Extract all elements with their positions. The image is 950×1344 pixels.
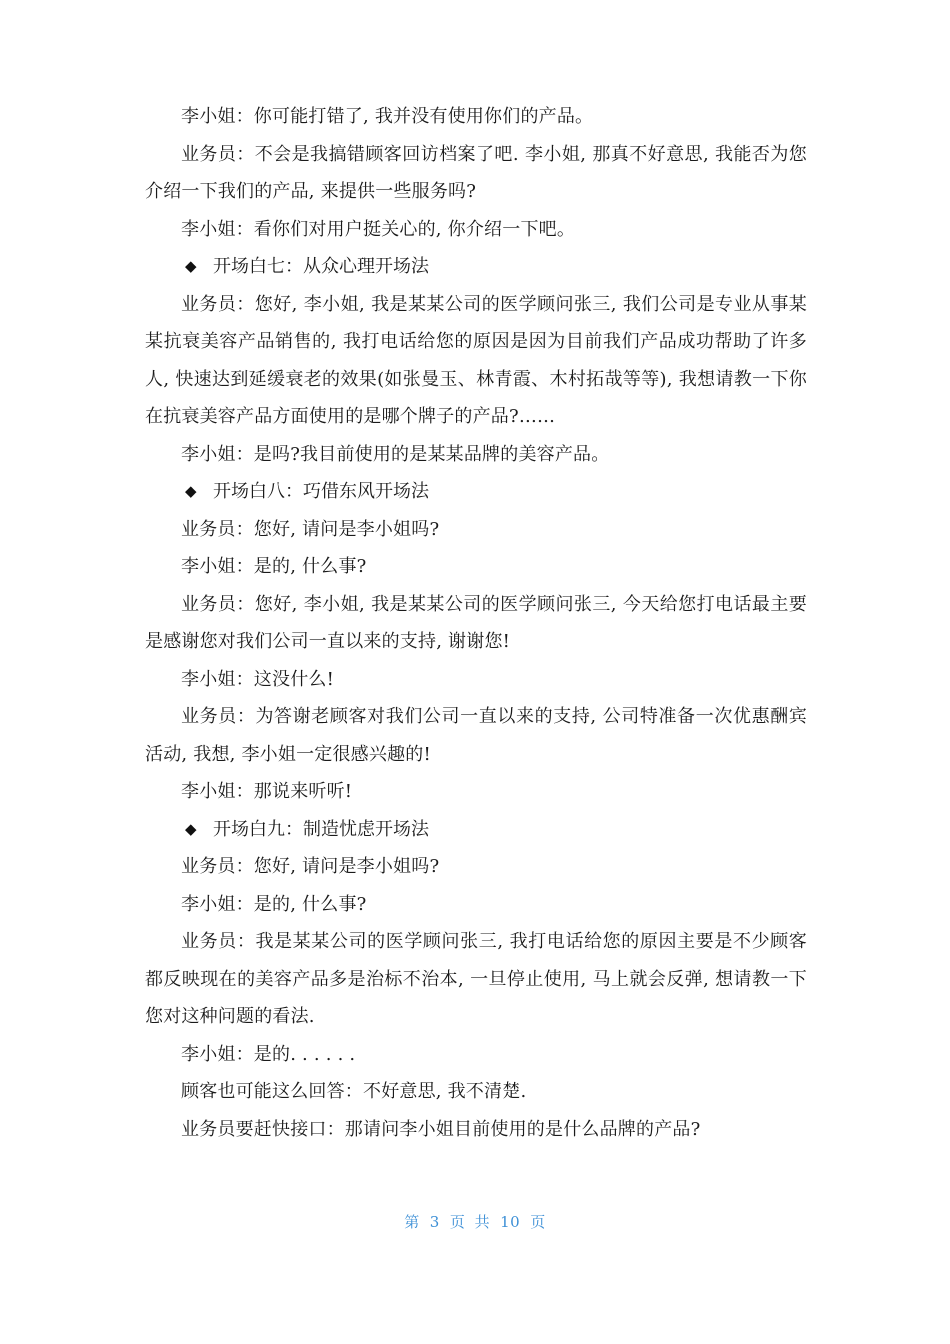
footer-suffix: 页 <box>530 1213 546 1231</box>
section-heading-text: 开场白八：巧借东风开场法 <box>213 481 429 502</box>
section-heading <box>145 811 807 849</box>
section-heading <box>145 248 807 286</box>
section-heading <box>145 473 807 511</box>
body-paragraph: 李小姐：是的. . . . . . <box>181 1043 356 1065</box>
body-paragraph: 李小姐：是的, 什么事? <box>181 893 367 915</box>
body-paragraph: 业务员：您好, 请问是李小姐吗? <box>181 856 440 877</box>
body-paragraph: 李小姐：你可能打错了, 我并没有使用你们的产品。 <box>181 106 594 127</box>
body-paragraph: 李小姐：是吗?我目前使用的是某某品牌的美容产品。 <box>181 443 610 465</box>
diamond-bullet-icon: ◆ <box>185 482 197 501</box>
body-paragraph: 顾客也可能这么回答：不好意思, 我不清楚. <box>181 1081 527 1102</box>
page-footer <box>0 1211 950 1232</box>
body-paragraph: 李小姐：那说来听听! <box>181 781 353 802</box>
footer-prefix: 第 <box>404 1213 420 1231</box>
body-paragraph: 李小姐：看你们对用户挺关心的, 你介绍一下吧。 <box>181 218 576 240</box>
body-paragraph: 业务员：您好, 李小姐, 我是某某公司的医学顾问张三, 今天给您打电话最主要是感谢您对我们公司一直以来的支持, 谢谢您! <box>145 593 807 652</box>
body-paragraph: 业务员要赶快接口：那请问李小姐目前使用的是什么品牌的产品? <box>181 1118 701 1140</box>
document-body <box>145 98 807 1148</box>
footer-current-page: 3 <box>429 1213 440 1231</box>
diamond-bullet-icon: ◆ <box>185 257 197 276</box>
body-paragraph: 业务员：您好, 李小姐, 我是某某公司的医学顾问张三, 我们公司是专业从事某某抗衰美容产品销售的, 我打电话给您的原因是因为目前我们产品成功帮助了许多人, 快速达到延缓衰老的效果(如张曼玉、林青霞、木村拓哉等等), 我想请教一下你在抗衰美容产品方面使用的是哪个牌子的产品?…… <box>145 293 807 427</box>
body-paragraph: 李小姐：是的, 什么事? <box>181 556 367 577</box>
diamond-bullet-icon: ◆ <box>185 819 197 838</box>
body-paragraph: 业务员：您好, 请问是李小姐吗? <box>181 518 440 540</box>
body-paragraph: 业务员：我是某某公司的医学顾问张三, 我打电话给您的原因主要是不少顾客都反映现在的美容产品多是治标不治本, 一旦停止使用, 马上就会反弹, 想请教一下您对这种问题的看法. <box>145 931 807 1027</box>
body-paragraph: 业务员：为答谢老顾客对我们公司一直以来的支持, 公司特准备一次优惠酬宾活动, 我想, 李小姐一定很感兴趣的! <box>145 706 807 765</box>
section-heading-text: 开场白九：制造忧虑开场法 <box>213 818 429 840</box>
body-paragraph: 李小姐：这没什么! <box>181 668 335 690</box>
section-heading-text: 开场白七：从众心理开场法 <box>213 256 429 277</box>
body-paragraph: 业务员：不会是我搞错顾客回访档案了吧. 李小姐, 那真不好意思, 我能否为您介绍一下我们的产品, 来提供一些服务吗? <box>145 143 807 202</box>
footer-total-pages: 10 <box>500 1213 521 1231</box>
footer-middle: 页 共 <box>449 1213 491 1231</box>
